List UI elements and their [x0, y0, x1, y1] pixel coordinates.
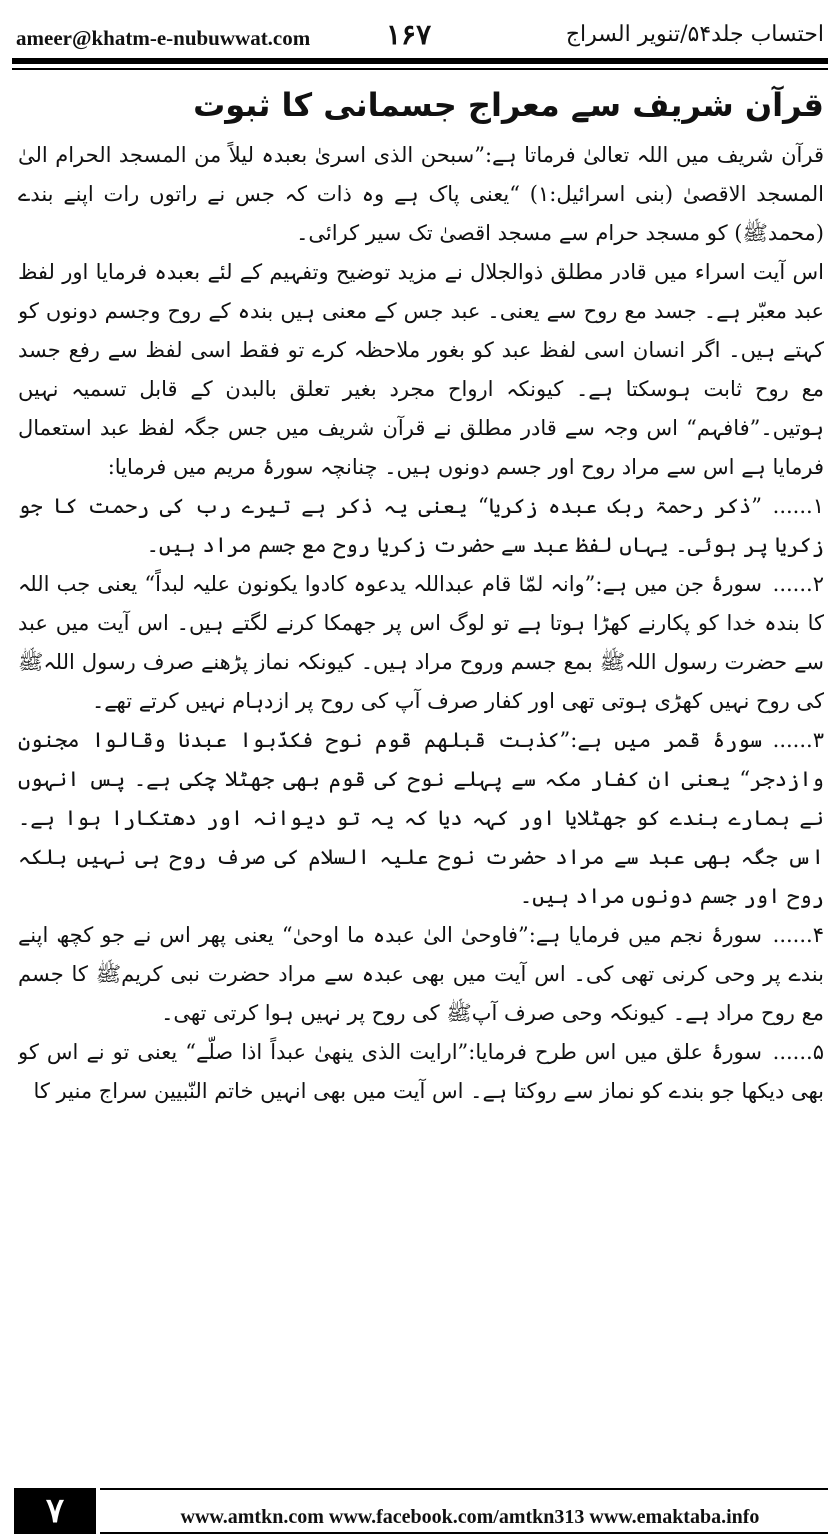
item-text: سورۂ جن میں ہے:”وانہ لمّا قام عبداللہ یدعوہ کادوا یکونون علیہ لبداً“ یعنی جب اللہ کا بندہ خدا کو پکارنے کھڑا ہوتا ہے تو لوگ اس پر جھمکا کرنے لگتے ہیں۔ اس آیت میں عبد سے حضرت رسول اللہﷺ بمع جسم وروح مراد ہیں۔ کیونکہ نماز پڑھنے صرف رسول اللہﷺ کی روح نہیں کھڑی ہوتی تھی اور کفار صرف آپ کی روح پر ازدہام نہیں کرتے تھے۔	[18, 572, 824, 713]
section-heading: قرآن شریف سے معراج جسمانی کا ثبوت	[193, 86, 824, 124]
paragraph: اس آیت اسراء میں قادر مطلق ذوالجلال نے مزید توضیح وتفہیم کے لئے بعبدہ فرمایا اور لفظ عبد معبّر ہے۔ جسد مع روح سے یعنی۔ عبد جس کے معنی ہیں بندہ کے روح وجسم دونوں کو کہتے ہیں۔ اگر انسان اسی لفظ عبد کو بغور ملاحظہ کرے تو فقط اسی لفظ سے رفع جسد مع روح ثابت ہوسکتا ہے۔ کیونکہ ارواح مجرد بغیر تعلق بالبدن کے قابل تسمیہ نہیں ہوتیں۔”فافہم“ اس وجہ سے قادر مطلق نے قرآن شریف میں جس جگہ لفظ عبد استعمال فرمایا ہے اس سے مراد روح اور جسم دونوں ہیں۔ چنانچہ سورۂ مریم میں فرمایا:	[18, 260, 824, 479]
numbered-item	[18, 1033, 824, 1111]
item-number: ۳......	[772, 728, 824, 752]
item-text: سورۂ نجم میں فرمایا ہے:”فاوحیٰ الیٰ عبدہ ما اوحیٰ“ یعنی پھر اس نے جو کچھ اپنے بندے پر وحی کرنی تھی کی۔ اس آیت میں بھی عبدہ سے مراد حضرت نبی کریمﷺ کا جسم مع روح مراد ہے۔ کیونکہ وحی صرف آپﷺ کی روح پر نہیں ہوا کرتی تھی۔	[18, 923, 824, 1025]
paragraph: قرآن شریف میں اللہ تعالیٰ فرماتا ہے:”سبحن الذی اسریٰ بعبدہ لیلاً من المسجد الحرام الیٰ المسجد الاقصیٰ (بنی اسرائیل:۱) “یعنی پاک ہے وہ ذات کہ جس نے راتوں رات اپنے بندے (محمدﷺ) کو مسجد حرام سے مسجد اقصیٰ تک سیر کرائی۔	[18, 143, 824, 245]
page-number: ۱۶۷	[386, 18, 432, 51]
header-email: ameer@khatm-e-nubuwwat.com	[16, 26, 311, 50]
numbered-item	[18, 916, 824, 1033]
numbered-item	[18, 487, 824, 565]
item-text: سورۂ علق میں اس طرح فرمایا:”ارایت الذی ینھیٰ عبداً اذا صلّے“ یعنی تو نے اس کو بھی دیکھا جو بندے کو نماز سے روکتا ہے۔ اس آیت میں بھی انہیں خاتم النّبیین سراج منیر کا	[18, 1040, 824, 1103]
item-number: ۵......	[772, 1040, 824, 1064]
item-number: ۲......	[772, 572, 824, 596]
header-rule-thick	[12, 58, 828, 64]
page-body	[18, 78, 824, 1480]
page-header	[16, 8, 824, 56]
item-text: ”ذکر رحمۃ ربک عبدہ زکریا“ یعنی یہ ذکر ہے تیرے رب کی رحمت کا جو زکریا پر ہوئی۔ یہاں لفظ عبد سے حضرت زکریا روح مع جسم مراد ہیں۔	[18, 494, 824, 557]
numbered-item	[18, 565, 824, 721]
item-number: ۴......	[772, 923, 824, 947]
numbered-item	[18, 721, 824, 916]
footer-urls: www.amtkn.com www.facebook.com/amtkn313 www.emaktaba.info	[180, 1506, 760, 1528]
footer-rule-top	[100, 1488, 828, 1490]
item-number: ۱......	[772, 494, 824, 518]
header-rule-thin	[12, 68, 828, 70]
footer-box-number: ۷	[14, 1488, 96, 1534]
book-title: احتساب جلد۵۴/تنویر السراج	[565, 22, 824, 47]
item-text: سورۂ قمر میں ہے:”کذبت قبلھم قوم نوح فکذّبوا عبدنا وقالوا مجنون وازدجر“ یعنی ان کفار مکہ سے پہلے نوح کی قوم بھی جھٹلا چکی ہے۔ پس انہوں نے ہمارے بندے کو جھٹلایا اور کہہ دیا کہ یہ تو دیوانہ اور دھتکارا ہوا ہے۔ اس جگہ بھی عبد سے مراد حضرت نوح علیہ السلام کی صرف روح ہی نہیں بلکہ روح اور جسم دونوں مراد ہیں۔	[18, 728, 824, 908]
footer-rule-bottom	[100, 1532, 828, 1534]
